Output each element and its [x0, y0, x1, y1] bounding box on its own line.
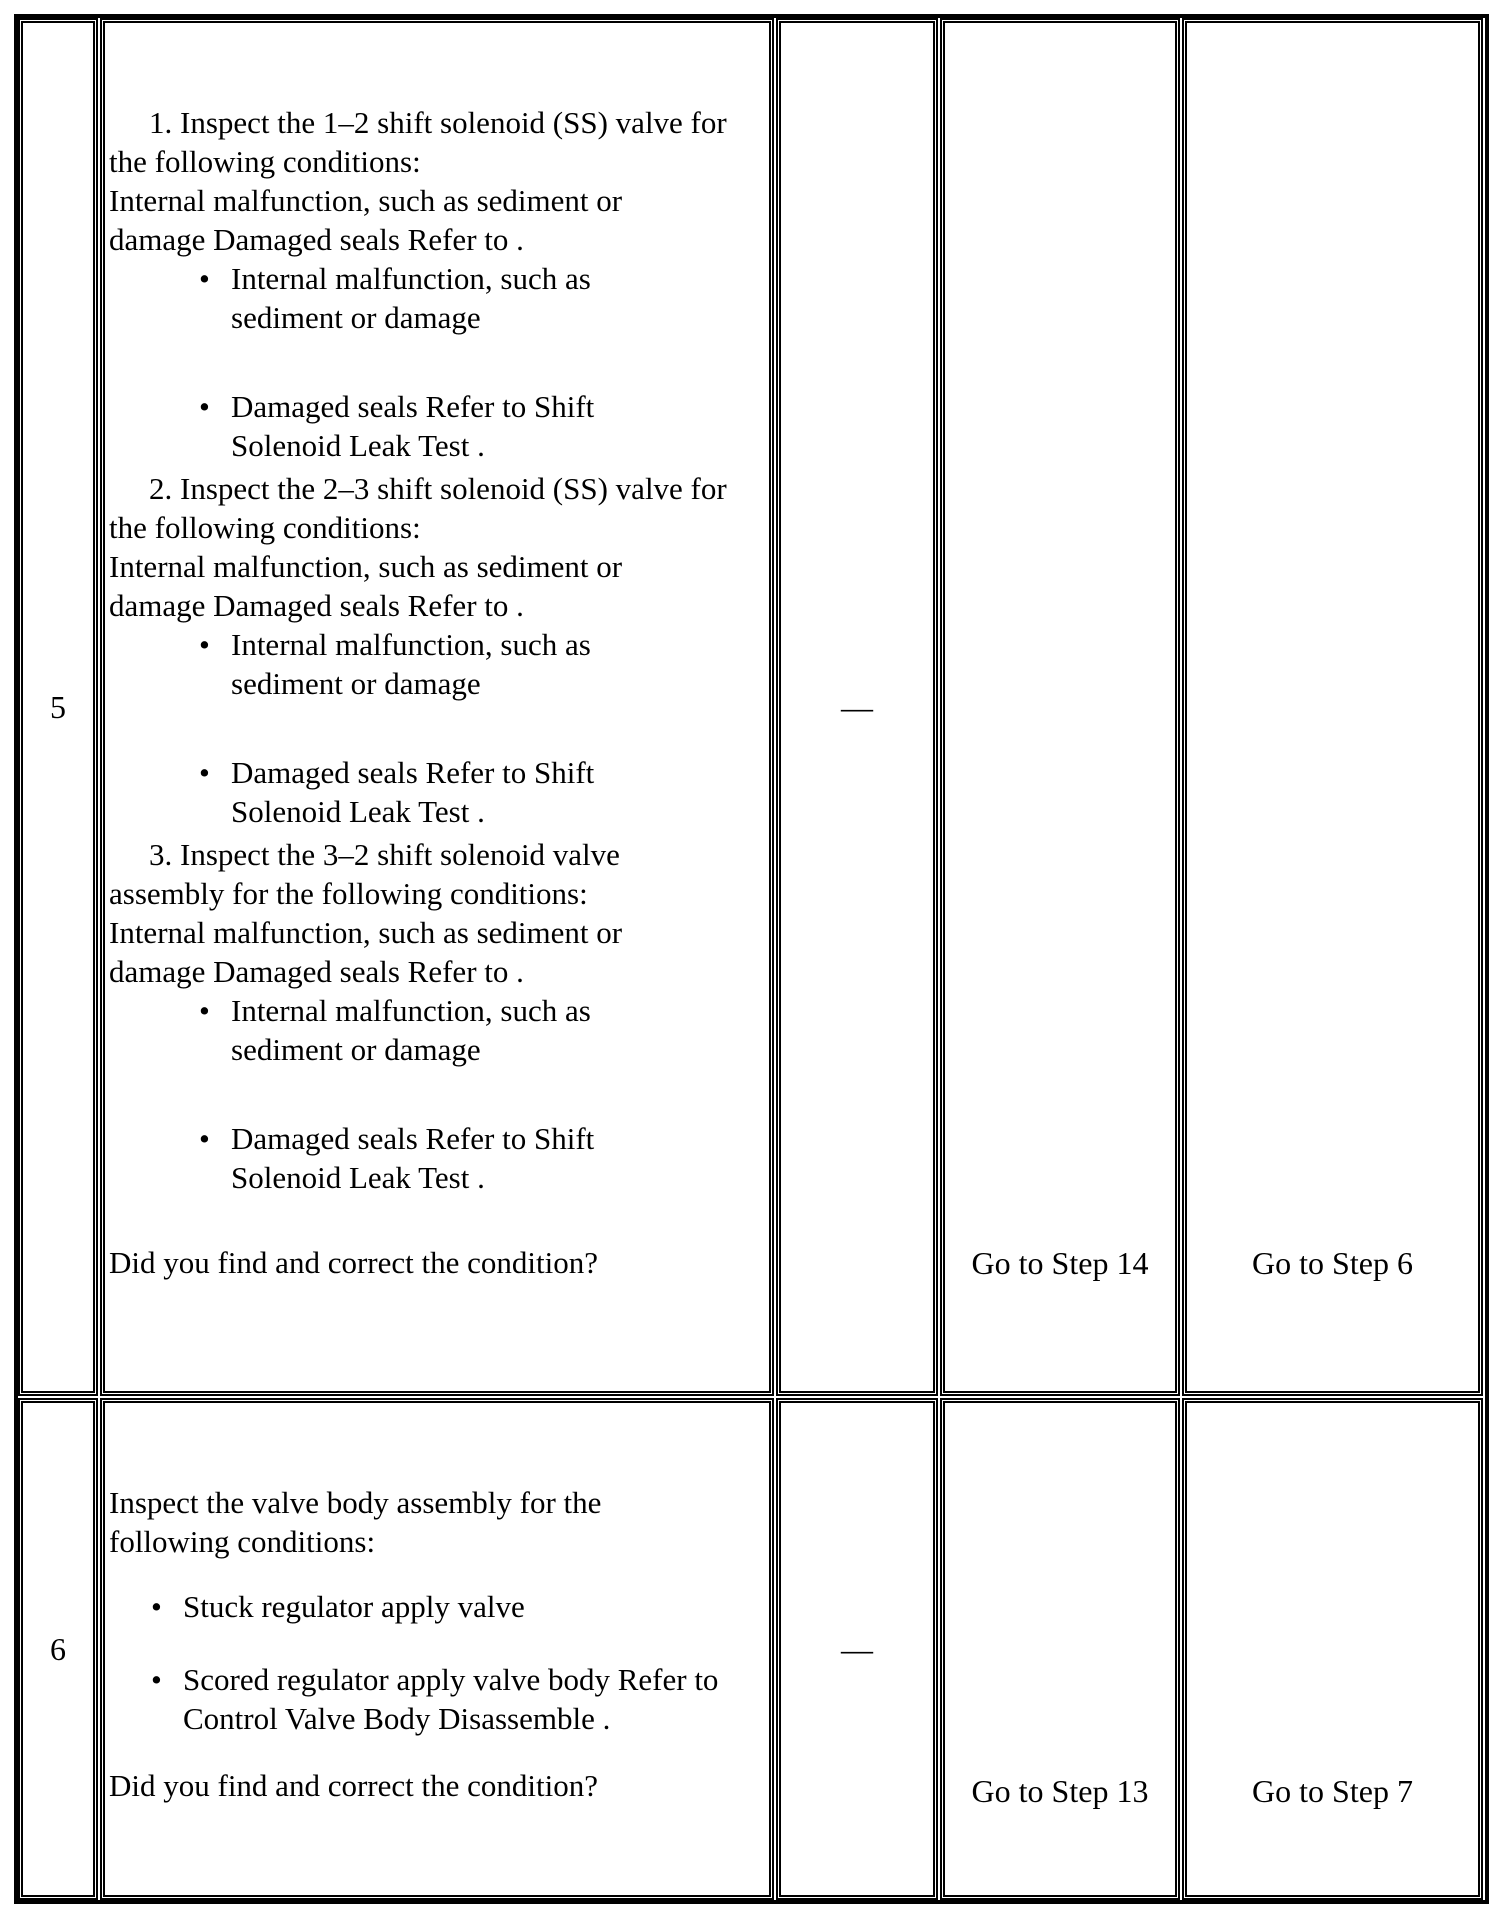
value-cell	[776, 1398, 938, 1900]
action-summary: Internal malfunction, such as sediment or damage Damaged seals Refer to .	[109, 549, 623, 623]
action-summary: Internal malfunction, such as sediment or damage Damaged seals Refer to .	[109, 183, 623, 257]
bullet-icon: •	[199, 993, 210, 1028]
question-text: Did you find and correct the condition?	[109, 1768, 598, 1803]
bullet-icon: •	[199, 389, 210, 424]
yes-cell	[940, 18, 1180, 1396]
list-item	[199, 1119, 701, 1197]
bullet-icon: •	[199, 755, 210, 790]
action-summary: Internal malfunction, such as sediment or damage Damaged seals Refer to .	[109, 915, 623, 989]
yes-action: Go to Step 14	[971, 1245, 1149, 1281]
action-heading: 1. Inspect the 1–2 shift solenoid (SS) valve for the following conditions:	[109, 105, 727, 179]
list-item-text: Damaged seals Refer to Shift Solenoid Leak Test .	[231, 389, 595, 463]
action-cell	[100, 1398, 774, 1900]
value-text: —	[841, 1630, 873, 1667]
action-heading: Inspect the valve body assembly for the following conditions:	[109, 1485, 602, 1559]
list-item	[151, 1587, 743, 1626]
diagnostic-table	[14, 14, 1489, 1904]
bullet-icon: •	[199, 1121, 210, 1156]
list-item	[199, 753, 701, 831]
list-item	[199, 991, 701, 1069]
list-item-text: Internal malfunction, such as sediment or damage	[231, 261, 591, 335]
action-heading: 2. Inspect the 2–3 shift solenoid (SS) valve for the following conditions:	[109, 471, 727, 545]
bullet-icon: •	[199, 261, 210, 296]
list-item-text: Internal malfunction, such as sediment or damage	[231, 627, 591, 701]
list-item-text: Damaged seals Refer to Shift Solenoid Leak Test .	[231, 755, 595, 829]
yes-action: Go to Step 13	[971, 1773, 1149, 1809]
action-heading: 3. Inspect the 3–2 shift solenoid valve assembly for the following conditions:	[109, 837, 620, 911]
value-text: —	[841, 688, 873, 725]
step-number: 6	[50, 1630, 66, 1667]
question-text: Did you find and correct the condition?	[109, 1245, 598, 1280]
step-number-cell	[18, 1398, 98, 1900]
step-number: 5	[50, 688, 66, 725]
no-cell	[1182, 1398, 1483, 1900]
list-item	[199, 625, 701, 703]
yes-cell	[940, 1398, 1180, 1900]
list-item	[151, 1660, 743, 1738]
table-row	[18, 1398, 1485, 1900]
no-action: Go to Step 6	[1252, 1245, 1413, 1281]
no-action: Go to Step 7	[1252, 1773, 1413, 1809]
list-item	[199, 259, 701, 337]
list-item	[199, 387, 701, 465]
list-item-text: Damaged seals Refer to Shift Solenoid Leak Test .	[231, 1121, 595, 1195]
step-number-cell	[18, 18, 98, 1396]
list-item-text: Scored regulator apply valve body Refer to Control Valve Body Disassemble .	[183, 1662, 719, 1736]
bullet-icon: •	[151, 1589, 162, 1624]
list-item-text: Internal malfunction, such as sediment or damage	[231, 993, 591, 1067]
table-row	[18, 18, 1485, 1396]
bullet-icon: •	[151, 1662, 162, 1697]
list-item-text: Stuck regulator apply valve	[183, 1589, 525, 1624]
bullet-icon: •	[199, 627, 210, 662]
action-cell	[100, 18, 774, 1396]
no-cell	[1182, 18, 1483, 1396]
value-cell	[776, 18, 938, 1396]
